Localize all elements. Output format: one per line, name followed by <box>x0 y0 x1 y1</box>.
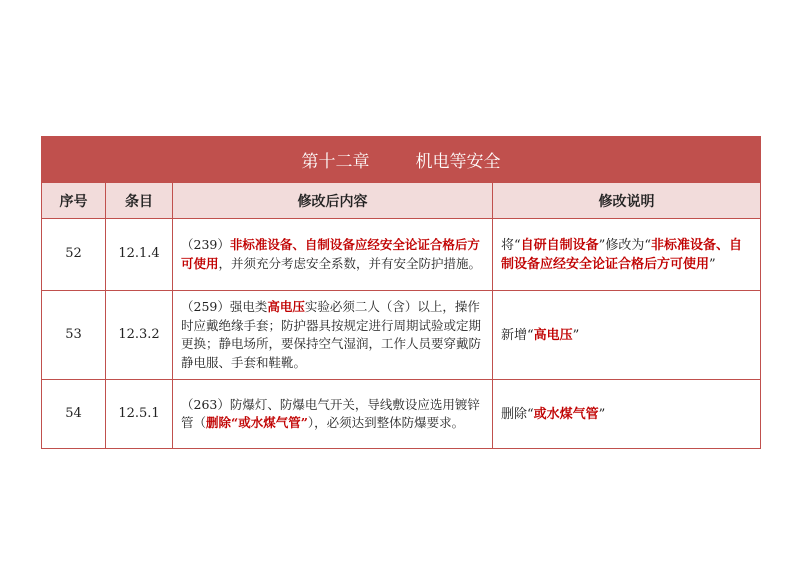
content-prefix: （263）防爆灯、防爆电气开关，导线敷设应选用镀锌管（ <box>181 396 480 430</box>
note-highlight: 非标准设备、自制设备应经安全论证合格后方可使用 <box>501 237 742 272</box>
table-row <box>42 291 761 380</box>
note-text: 新增“ <box>501 327 534 343</box>
row-num: 52 <box>42 219 106 291</box>
row-note <box>493 291 761 380</box>
chapter-name: 机电等安全 <box>415 152 501 172</box>
header-item: 条目 <box>106 183 173 219</box>
note-highlight: 或水煤气管 <box>533 406 599 422</box>
revision-table <box>41 136 761 449</box>
chapter-title <box>42 137 761 183</box>
content-suffix: ），必须达到整体防爆要求。 <box>307 415 465 430</box>
note-text: ” <box>572 327 580 343</box>
row-item: 12.1.4 <box>106 219 173 291</box>
chapter-title-row <box>42 137 761 183</box>
content-suffix: ，并须充分考虑安全系数，并有安全防护措施。 <box>218 255 482 271</box>
row-num: 54 <box>42 380 106 449</box>
note-text: 删除“ <box>501 406 534 422</box>
content-highlight: 高电压 <box>267 299 305 314</box>
content-suffix: 实验必须二人（含）以上，操作时应戴绝缘手套；防护器具按规定进行周期试验或定期更换；静电场所，要保持空气湿润，工作人员要穿戴防静电服、手套和鞋靴。 <box>181 299 482 370</box>
row-num: 53 <box>42 291 106 380</box>
content-prefix: （259）强电类 <box>181 299 268 314</box>
note-highlight: 自研自制设备 <box>520 237 599 253</box>
header-num: 序号 <box>42 183 106 219</box>
note-text: ”修改为“ <box>598 237 651 253</box>
note-text: ” <box>709 256 716 272</box>
note-text: 将“ <box>501 237 521 253</box>
table-row <box>42 219 761 291</box>
note-highlight: 高电压 <box>533 327 573 343</box>
row-note <box>493 380 761 449</box>
row-content <box>173 380 493 449</box>
table-row <box>42 380 761 449</box>
row-content <box>173 291 493 380</box>
header-note: 修改说明 <box>493 183 761 219</box>
row-item: 12.3.2 <box>106 291 173 380</box>
row-content <box>173 219 493 291</box>
header-row <box>42 183 761 219</box>
content-prefix: （239） <box>181 237 230 252</box>
header-content: 修改后内容 <box>173 183 493 219</box>
chapter-number: 第十二章 <box>301 152 370 172</box>
row-note <box>493 219 761 291</box>
note-text: ” <box>598 406 606 422</box>
row-item: 12.5.1 <box>106 380 173 449</box>
content-highlight: 删除“或水煤气管” <box>206 415 308 430</box>
content-highlight: 非标准设备、自制设备应经安全论证合格后方可使用 <box>181 237 480 271</box>
